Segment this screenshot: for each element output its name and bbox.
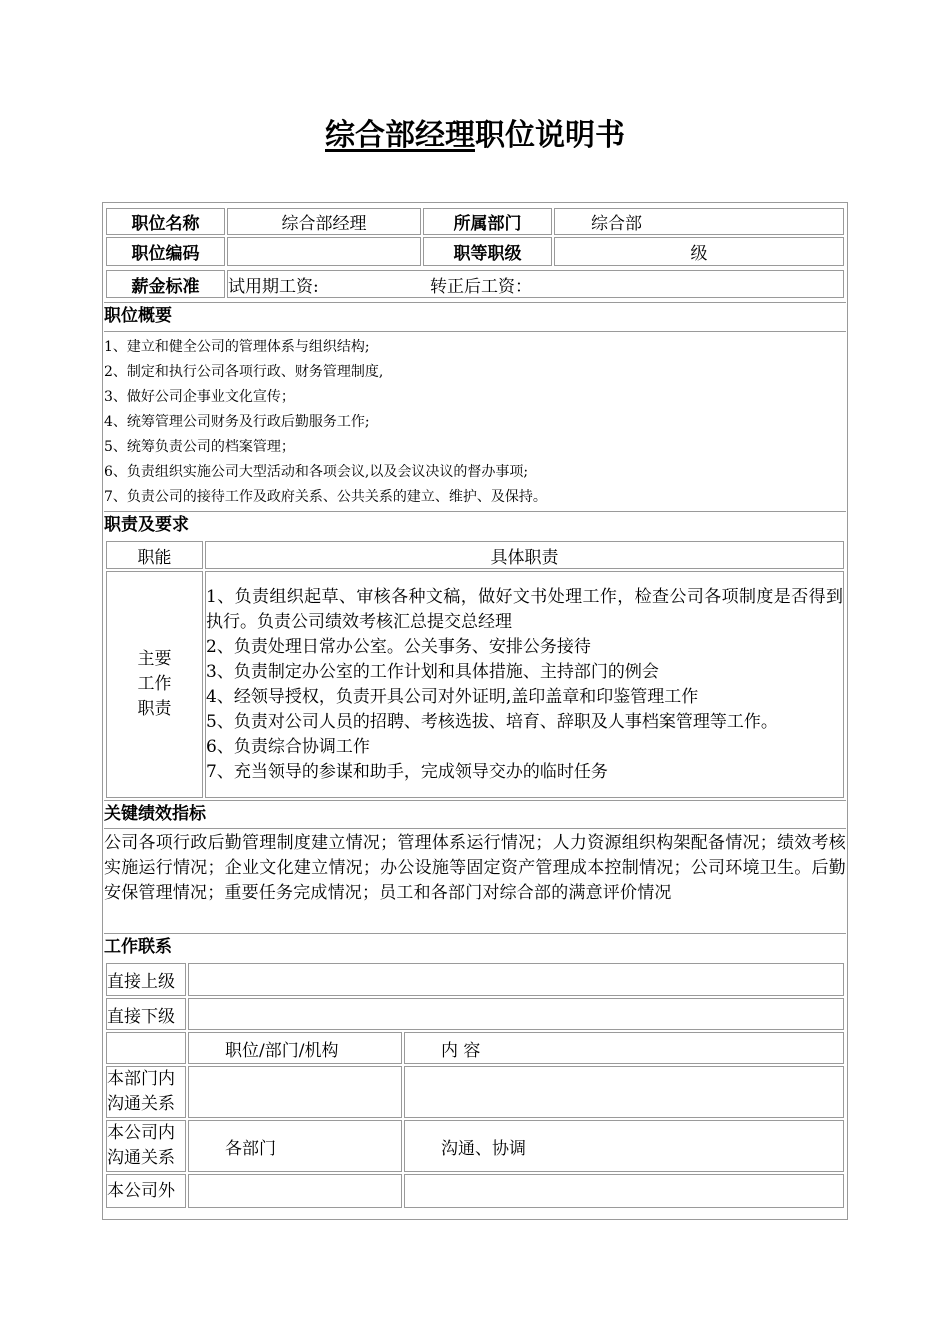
contact-label-line: 沟通关系	[107, 1094, 175, 1114]
overview-item: 4、统筹管理公司财务及行政后勤服务工作;	[104, 414, 370, 430]
responsibilities-table	[104, 539, 846, 800]
function-line: 职责	[137, 699, 172, 719]
responsibility-item: 7、充当领导的参谋和助手，完成领导交办的临时任务	[206, 761, 608, 782]
contact-row-label	[106, 1174, 186, 1208]
divider	[104, 302, 846, 303]
kpi-heading: 关键绩效指标	[104, 804, 206, 824]
overview-item: 2、制定和执行公司各项行政、财务管理制度,	[104, 364, 384, 380]
page-title	[0, 110, 950, 154]
responsibility-item: 1、负责组织起草、审核各种文稿，做好文书处理工作，检查公司各项制度是否得到执行。负责公司绩效考核汇总提交总经理	[206, 586, 843, 632]
responsibility-item: 4、经领导授权，负责开具公司对外证明,盖印盖章和印鉴管理工作	[206, 686, 699, 707]
contact-org	[188, 1174, 402, 1208]
overview-heading: 职位概要	[104, 306, 172, 326]
contact-label-line: 沟通关系	[107, 1148, 175, 1168]
direct-subordinate-value	[188, 998, 844, 1030]
function-column-header: 职能	[106, 541, 203, 569]
contact-content: 沟通、协调	[404, 1120, 844, 1172]
grade-label: 职等职级	[423, 237, 552, 266]
grade-value: 级	[554, 237, 844, 266]
contact-row-label	[106, 1066, 186, 1118]
contact-label-line: 本公司外	[107, 1180, 175, 1201]
detail-cell	[205, 571, 844, 798]
divider	[104, 511, 846, 512]
contact-label-line: 本公司内	[107, 1123, 175, 1143]
divider	[104, 800, 846, 801]
overview-item: 6、负责组织实施公司大型活动和各项会议,以及会议决议的督办事项;	[104, 464, 529, 480]
contacts-table	[104, 961, 846, 1210]
responsibility-item: 3、负责制定办公室的工作计划和具体措施、主持部门的例会	[206, 661, 659, 682]
position-code-value	[227, 237, 421, 266]
overview-item: 3、做好公司企事业文化宣传；	[104, 389, 295, 405]
responsibility-item: 5、负责对公司人员的招聘、考核选拔、培育、辞职及人事档案管理等工作。	[206, 711, 778, 732]
direct-superior-label: 直接上级	[106, 963, 186, 996]
department-value: 综合部	[554, 208, 844, 235]
org-column-header: 职位/部门/机构	[188, 1032, 402, 1064]
divider	[104, 828, 846, 829]
responsibility-item: 2、负责处理日常办公室。公关事务、安排公务接待	[206, 636, 591, 657]
probation-salary: 试用期工资:	[228, 276, 319, 297]
salary-table	[104, 268, 846, 300]
department-label: 所属部门	[423, 208, 552, 235]
header-table	[104, 206, 846, 268]
contact-org: 各部门	[188, 1120, 402, 1172]
direct-superior-value	[188, 963, 844, 996]
responsibilities-heading: 职责及要求	[104, 515, 189, 535]
contact-label-line: 本部门内	[107, 1069, 175, 1089]
position-name-value: 综合部经理	[227, 208, 421, 235]
overview-item: 7、负责公司的接待工作及政府关系、公共关系的建立、维护、及保持。	[104, 489, 547, 505]
responsibility-item: 6、负责综合协调工作	[206, 736, 370, 757]
regular-salary: 转正后工资：	[430, 276, 532, 297]
kpi-text: 公司各项行政后勤管理制度建立情况；管理体系运行情况；人力资源组织构架配备情况；绩效考核实施运行情况；企业文化建立情况；办公设施等固定资产管理成本控制情况；公司环境卫生。后勤安保管理情况；重要任务完成情况；员工和各部门对综合部的满意评价情况	[104, 833, 846, 903]
overview-item: 1、建立和健全公司的管理体系与组织结构;	[104, 339, 370, 355]
position-name-label: 职位名称	[106, 208, 225, 235]
contact-content	[404, 1066, 844, 1118]
contact-content	[404, 1174, 844, 1208]
salary-label: 薪金标准	[106, 270, 225, 298]
contacts-corner-cell	[106, 1032, 186, 1064]
title-underlined: 综合部经理	[325, 118, 475, 153]
contact-org	[188, 1066, 402, 1118]
direct-subordinate-label: 直接下级	[106, 998, 186, 1030]
content-column-header: 内 容	[404, 1032, 844, 1064]
contacts-heading: 工作联系	[104, 937, 172, 957]
divider	[104, 331, 846, 332]
overview-list	[104, 335, 846, 510]
detail-column-header: 具体职责	[205, 541, 844, 569]
salary-values	[227, 270, 844, 298]
divider	[104, 933, 846, 934]
function-cell	[106, 571, 203, 798]
function-line: 主要	[137, 649, 172, 669]
overview-item: 5、统筹负责公司的档案管理；	[104, 439, 295, 455]
title-rest: 职位说明书	[475, 118, 625, 153]
contact-row-label	[106, 1120, 186, 1172]
function-line: 工作	[137, 674, 172, 694]
position-code-label: 职位编码	[106, 237, 225, 266]
